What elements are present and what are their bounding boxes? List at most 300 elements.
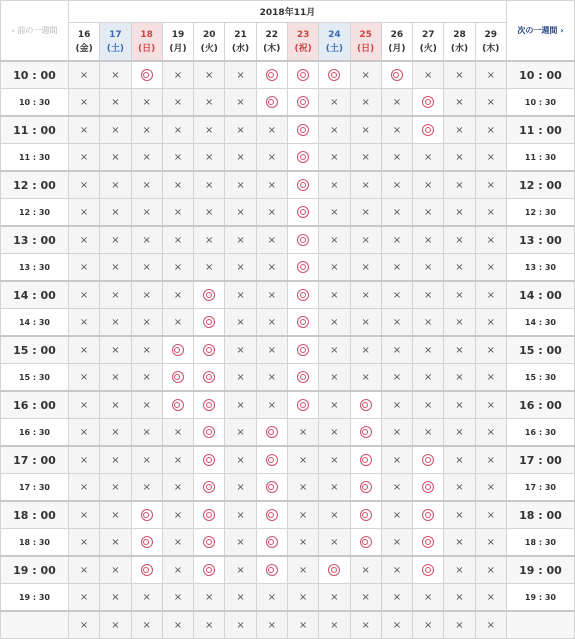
day-header: [225, 23, 256, 62]
double-circle-icon: [203, 481, 215, 493]
day-date: 17: [109, 29, 122, 40]
slot-unavailable: ×: [256, 171, 287, 199]
time-label-left: 19 : 00: [1, 556, 69, 584]
slot-available[interactable]: [381, 61, 412, 89]
slot-available[interactable]: [256, 556, 287, 584]
double-circle-icon: [360, 536, 372, 548]
slot-available[interactable]: [350, 474, 381, 502]
slot-unavailable: ×: [256, 281, 287, 309]
day-header: [100, 23, 131, 62]
slot-unavailable: ×: [225, 281, 256, 309]
slot-unavailable: ×: [444, 281, 475, 309]
slot-unavailable: ×: [381, 116, 412, 144]
slot-unavailable: ×: [100, 226, 131, 254]
slot-unavailable: ×: [256, 364, 287, 392]
slot-unavailable: ×: [162, 474, 193, 502]
slot-unavailable: ×: [225, 309, 256, 337]
time-label-right: 10 : 30: [506, 89, 574, 117]
slot-available[interactable]: [413, 501, 444, 529]
time-slot-row: [1, 419, 575, 447]
double-circle-icon: [203, 564, 215, 576]
time-slot-row: [1, 584, 575, 612]
day-weekday: (水): [231, 43, 250, 54]
day-weekday: (木): [263, 43, 281, 54]
slot-unavailable: ×: [68, 89, 99, 117]
slot-unavailable: ×: [194, 611, 225, 639]
slot-unavailable: ×: [225, 61, 256, 89]
slot-available[interactable]: [319, 556, 350, 584]
slot-unavailable: ×: [131, 171, 162, 199]
slot-available[interactable]: [413, 446, 444, 474]
slot-available[interactable]: [413, 556, 444, 584]
time-label-left: 11 : 30: [1, 144, 69, 172]
slot-unavailable: ×: [194, 171, 225, 199]
slot-unavailable: ×: [162, 226, 193, 254]
slot-unavailable: ×: [100, 446, 131, 474]
double-circle-icon: [297, 151, 309, 163]
time-label-left: 13 : 00: [1, 226, 69, 254]
slot-unavailable: ×: [256, 144, 287, 172]
slot-unavailable: ×: [131, 419, 162, 447]
time-slot-row: [1, 61, 575, 89]
slot-unavailable: ×: [68, 336, 99, 364]
double-circle-icon: [297, 69, 309, 81]
double-circle-icon: [141, 509, 153, 521]
slot-unavailable: ×: [381, 89, 412, 117]
slot-unavailable: ×: [131, 89, 162, 117]
slot-available[interactable]: [413, 529, 444, 557]
day-weekday: (月): [169, 43, 187, 54]
slot-unavailable: ×: [131, 364, 162, 392]
day-weekday: (日): [138, 43, 156, 54]
slot-unavailable: ×: [475, 144, 506, 172]
time-slot-row: [1, 501, 575, 529]
slot-unavailable: ×: [256, 226, 287, 254]
slot-unavailable: ×: [413, 281, 444, 309]
day-header: [256, 23, 287, 62]
slot-unavailable: ×: [256, 611, 287, 639]
slot-unavailable: ×: [350, 364, 381, 392]
slot-unavailable: ×: [68, 529, 99, 557]
slot-unavailable: ×: [194, 254, 225, 282]
slot-unavailable: ×: [444, 171, 475, 199]
time-slot-row: [1, 309, 575, 337]
double-circle-icon: [422, 96, 434, 108]
slot-unavailable: ×: [381, 199, 412, 227]
slot-unavailable: ×: [350, 309, 381, 337]
slot-available[interactable]: [413, 89, 444, 117]
slot-unavailable: ×: [68, 364, 99, 392]
slot-unavailable: ×: [444, 584, 475, 612]
slot-unavailable: ×: [475, 226, 506, 254]
slot-unavailable: ×: [319, 254, 350, 282]
slot-unavailable: ×: [225, 116, 256, 144]
slot-unavailable: ×: [350, 199, 381, 227]
slot-available[interactable]: [287, 391, 318, 419]
day-header: [162, 23, 193, 62]
day-header: [350, 23, 381, 62]
slot-unavailable: ×: [225, 556, 256, 584]
time-label-right: 12 : 30: [506, 199, 574, 227]
time-label-right: 14 : 00: [506, 281, 574, 309]
slot-unavailable: ×: [413, 391, 444, 419]
slot-unavailable: ×: [350, 61, 381, 89]
slot-available[interactable]: [287, 61, 318, 89]
double-circle-icon: [297, 344, 309, 356]
day-header: [444, 23, 475, 62]
day-header: [68, 23, 99, 62]
slot-unavailable: ×: [256, 391, 287, 419]
slot-unavailable: ×: [225, 199, 256, 227]
slot-unavailable: ×: [444, 144, 475, 172]
double-circle-icon: [422, 509, 434, 521]
slot-unavailable: ×: [381, 336, 412, 364]
prev-week-link[interactable]: ‹ 前の一週間: [1, 1, 69, 62]
slot-unavailable: ×: [131, 144, 162, 172]
time-slot-row: [1, 144, 575, 172]
slot-unavailable: ×: [381, 144, 412, 172]
time-label-right: 15 : 30: [506, 364, 574, 392]
slot-unavailable: ×: [319, 474, 350, 502]
slot-available[interactable]: [162, 336, 193, 364]
slot-unavailable: ×: [350, 336, 381, 364]
slot-unavailable: ×: [225, 336, 256, 364]
slot-unavailable: ×: [68, 61, 99, 89]
slot-available[interactable]: [256, 446, 287, 474]
slot-unavailable: ×: [475, 446, 506, 474]
slot-unavailable: ×: [350, 89, 381, 117]
slot-unavailable: ×: [319, 144, 350, 172]
day-date: 16: [77, 29, 91, 40]
slot-unavailable: ×: [256, 116, 287, 144]
slot-unavailable: ×: [319, 336, 350, 364]
slot-unavailable: ×: [225, 254, 256, 282]
time-label-left: [1, 611, 69, 639]
time-label-left: 13 : 30: [1, 254, 69, 282]
slot-unavailable: ×: [444, 419, 475, 447]
slot-unavailable: ×: [162, 89, 193, 117]
day-weekday: (日): [357, 43, 375, 54]
slot-unavailable: ×: [381, 391, 412, 419]
slot-available[interactable]: [131, 556, 162, 584]
time-label-right: 11 : 30: [506, 144, 574, 172]
time-label-left: 15 : 30: [1, 364, 69, 392]
slot-unavailable: ×: [381, 309, 412, 337]
slot-unavailable: ×: [100, 584, 131, 612]
double-circle-icon: [266, 481, 278, 493]
slot-unavailable: ×: [68, 199, 99, 227]
slot-available[interactable]: [287, 336, 318, 364]
day-date: 24: [328, 29, 341, 40]
day-header: [381, 23, 412, 62]
slot-available[interactable]: [256, 61, 287, 89]
slot-available[interactable]: [194, 419, 225, 447]
double-circle-icon: [203, 371, 215, 383]
slot-unavailable: ×: [413, 254, 444, 282]
slot-unavailable: ×: [287, 529, 318, 557]
time-label-left: 18 : 00: [1, 501, 69, 529]
slot-unavailable: ×: [475, 419, 506, 447]
slot-available[interactable]: [413, 116, 444, 144]
slot-unavailable: ×: [444, 556, 475, 584]
slot-available[interactable]: [256, 501, 287, 529]
slot-unavailable: ×: [381, 281, 412, 309]
double-circle-icon: [203, 399, 215, 411]
day-date: 23: [296, 29, 310, 40]
double-circle-icon: [422, 124, 434, 136]
slot-unavailable: ×: [444, 501, 475, 529]
double-circle-icon: [172, 399, 184, 411]
slot-available[interactable]: [194, 309, 225, 337]
slot-unavailable: ×: [381, 419, 412, 447]
slot-unavailable: ×: [287, 584, 318, 612]
time-label-right: 11 : 00: [506, 116, 574, 144]
slot-available[interactable]: [194, 501, 225, 529]
slot-unavailable: ×: [194, 584, 225, 612]
double-circle-icon: [422, 536, 434, 548]
slot-available[interactable]: [287, 254, 318, 282]
slot-unavailable: ×: [444, 364, 475, 392]
slot-unavailable: ×: [475, 584, 506, 612]
slot-unavailable: ×: [100, 144, 131, 172]
slot-unavailable: ×: [225, 226, 256, 254]
slot-unavailable: ×: [225, 611, 256, 639]
slot-available[interactable]: [350, 501, 381, 529]
slot-unavailable: ×: [100, 611, 131, 639]
slot-available[interactable]: [287, 226, 318, 254]
slot-unavailable: ×: [100, 171, 131, 199]
day-date: 27: [421, 29, 435, 40]
slot-unavailable: ×: [350, 254, 381, 282]
time-slot-row: [1, 171, 575, 199]
double-circle-icon: [297, 206, 309, 218]
slot-unavailable: ×: [319, 584, 350, 612]
time-label-left: 14 : 00: [1, 281, 69, 309]
slot-unavailable: ×: [287, 446, 318, 474]
time-slot-row: [1, 474, 575, 502]
slot-unavailable: ×: [162, 281, 193, 309]
slot-available[interactable]: [287, 89, 318, 117]
day-date: 18: [140, 29, 153, 40]
time-label-left: 12 : 30: [1, 199, 69, 227]
slot-available[interactable]: [194, 446, 225, 474]
slot-unavailable: ×: [381, 226, 412, 254]
slot-available[interactable]: [194, 529, 225, 557]
time-label-left: 17 : 30: [1, 474, 69, 502]
time-label-right: 16 : 30: [506, 419, 574, 447]
slot-unavailable: ×: [162, 419, 193, 447]
slot-unavailable: ×: [68, 309, 99, 337]
double-circle-icon: [266, 426, 278, 438]
slot-available[interactable]: [256, 89, 287, 117]
slot-available[interactable]: [194, 391, 225, 419]
time-slot-row: [1, 226, 575, 254]
next-week-link[interactable]: 次の一週間 ›: [506, 1, 574, 62]
double-circle-icon: [297, 234, 309, 246]
slot-unavailable: ×: [162, 611, 193, 639]
time-label-left: 15 : 00: [1, 336, 69, 364]
slot-available[interactable]: [350, 446, 381, 474]
slot-available[interactable]: [131, 529, 162, 557]
double-circle-icon: [328, 69, 340, 81]
slot-unavailable: ×: [287, 419, 318, 447]
slot-unavailable: ×: [225, 391, 256, 419]
slot-available[interactable]: [256, 419, 287, 447]
slot-unavailable: ×: [319, 171, 350, 199]
day-date: 28: [453, 29, 466, 40]
time-slot-row: [1, 529, 575, 557]
slot-unavailable: ×: [444, 61, 475, 89]
double-circle-icon: [203, 316, 215, 328]
day-weekday: (祝): [294, 43, 312, 54]
slot-unavailable: ×: [162, 529, 193, 557]
slot-unavailable: ×: [319, 391, 350, 419]
slot-unavailable: ×: [162, 144, 193, 172]
slot-unavailable: ×: [131, 446, 162, 474]
slot-available[interactable]: [131, 61, 162, 89]
day-weekday: (月): [388, 43, 406, 54]
slot-unavailable: ×: [444, 474, 475, 502]
slot-available[interactable]: [350, 391, 381, 419]
slot-available[interactable]: [256, 529, 287, 557]
slot-available[interactable]: [287, 116, 318, 144]
double-circle-icon: [266, 69, 278, 81]
slot-unavailable: ×: [131, 116, 162, 144]
slot-unavailable: ×: [68, 281, 99, 309]
slot-unavailable: ×: [444, 336, 475, 364]
slot-unavailable: ×: [194, 89, 225, 117]
double-circle-icon: [360, 509, 372, 521]
slot-unavailable: ×: [413, 584, 444, 612]
day-header: [131, 23, 162, 62]
slot-unavailable: ×: [475, 556, 506, 584]
slot-available[interactable]: [287, 144, 318, 172]
slot-unavailable: ×: [381, 501, 412, 529]
time-label-right: 13 : 00: [506, 226, 574, 254]
slot-available[interactable]: [256, 474, 287, 502]
slot-unavailable: ×: [131, 199, 162, 227]
slot-available[interactable]: [162, 391, 193, 419]
slot-unavailable: ×: [256, 199, 287, 227]
slot-unavailable: ×: [319, 89, 350, 117]
time-slot-row: [1, 199, 575, 227]
slot-available[interactable]: [287, 171, 318, 199]
slot-unavailable: ×: [100, 281, 131, 309]
time-slot-row: [1, 281, 575, 309]
slot-unavailable: ×: [162, 199, 193, 227]
slot-available[interactable]: [287, 199, 318, 227]
time-label-right: 16 : 00: [506, 391, 574, 419]
slot-unavailable: ×: [475, 501, 506, 529]
day-weekday: (土): [325, 43, 343, 54]
slot-unavailable: ×: [319, 116, 350, 144]
time-label-right: [506, 611, 574, 639]
slot-available[interactable]: [194, 474, 225, 502]
slot-unavailable: ×: [68, 144, 99, 172]
slot-available[interactable]: [194, 364, 225, 392]
slot-unavailable: ×: [131, 226, 162, 254]
slot-unavailable: ×: [100, 474, 131, 502]
day-date: 21: [234, 29, 247, 40]
slot-unavailable: ×: [68, 226, 99, 254]
slot-unavailable: ×: [444, 309, 475, 337]
slot-unavailable: ×: [68, 501, 99, 529]
slot-available[interactable]: [194, 336, 225, 364]
slot-unavailable: ×: [475, 116, 506, 144]
slot-unavailable: ×: [162, 556, 193, 584]
time-slot-row: [1, 391, 575, 419]
slot-unavailable: ×: [444, 611, 475, 639]
slot-unavailable: ×: [287, 474, 318, 502]
slot-available[interactable]: [350, 529, 381, 557]
slot-unavailable: ×: [381, 529, 412, 557]
slot-unavailable: ×: [100, 61, 131, 89]
double-circle-icon: [266, 96, 278, 108]
slot-unavailable: ×: [444, 226, 475, 254]
slot-unavailable: ×: [475, 61, 506, 89]
slot-unavailable: ×: [444, 391, 475, 419]
slot-unavailable: ×: [444, 254, 475, 282]
slot-available[interactable]: [287, 309, 318, 337]
slot-unavailable: ×: [287, 556, 318, 584]
slot-available[interactable]: [194, 281, 225, 309]
slot-unavailable: ×: [225, 364, 256, 392]
slot-unavailable: ×: [100, 309, 131, 337]
slot-unavailable: ×: [381, 171, 412, 199]
slot-unavailable: ×: [413, 144, 444, 172]
time-label-right: 13 : 30: [506, 254, 574, 282]
slot-unavailable: ×: [413, 171, 444, 199]
day-header: [413, 23, 444, 62]
slot-unavailable: ×: [475, 391, 506, 419]
slot-unavailable: ×: [68, 556, 99, 584]
slot-unavailable: ×: [350, 144, 381, 172]
double-circle-icon: [297, 399, 309, 411]
slot-unavailable: ×: [319, 226, 350, 254]
time-slot-row: [1, 336, 575, 364]
slot-unavailable: ×: [319, 419, 350, 447]
slot-unavailable: ×: [475, 254, 506, 282]
slot-unavailable: ×: [100, 419, 131, 447]
slot-unavailable: ×: [319, 529, 350, 557]
slot-available[interactable]: [131, 501, 162, 529]
slot-unavailable: ×: [225, 171, 256, 199]
slot-unavailable: ×: [194, 199, 225, 227]
slot-available[interactable]: [194, 556, 225, 584]
double-circle-icon: [266, 536, 278, 548]
double-circle-icon: [203, 289, 215, 301]
double-circle-icon: [297, 96, 309, 108]
double-circle-icon: [172, 371, 184, 383]
slot-unavailable: ×: [131, 309, 162, 337]
slot-available[interactable]: [413, 474, 444, 502]
time-label-right: 12 : 00: [506, 171, 574, 199]
slot-available[interactable]: [319, 61, 350, 89]
slot-available[interactable]: [162, 364, 193, 392]
time-label-right: 17 : 00: [506, 446, 574, 474]
slot-available[interactable]: [287, 281, 318, 309]
slot-unavailable: ×: [413, 199, 444, 227]
slot-unavailable: ×: [162, 584, 193, 612]
double-circle-icon: [203, 454, 215, 466]
slot-unavailable: ×: [381, 611, 412, 639]
slot-available[interactable]: [287, 364, 318, 392]
slot-unavailable: ×: [131, 584, 162, 612]
slot-unavailable: ×: [68, 391, 99, 419]
slot-unavailable: ×: [194, 144, 225, 172]
slot-available[interactable]: [350, 419, 381, 447]
day-date: 29: [484, 29, 498, 40]
